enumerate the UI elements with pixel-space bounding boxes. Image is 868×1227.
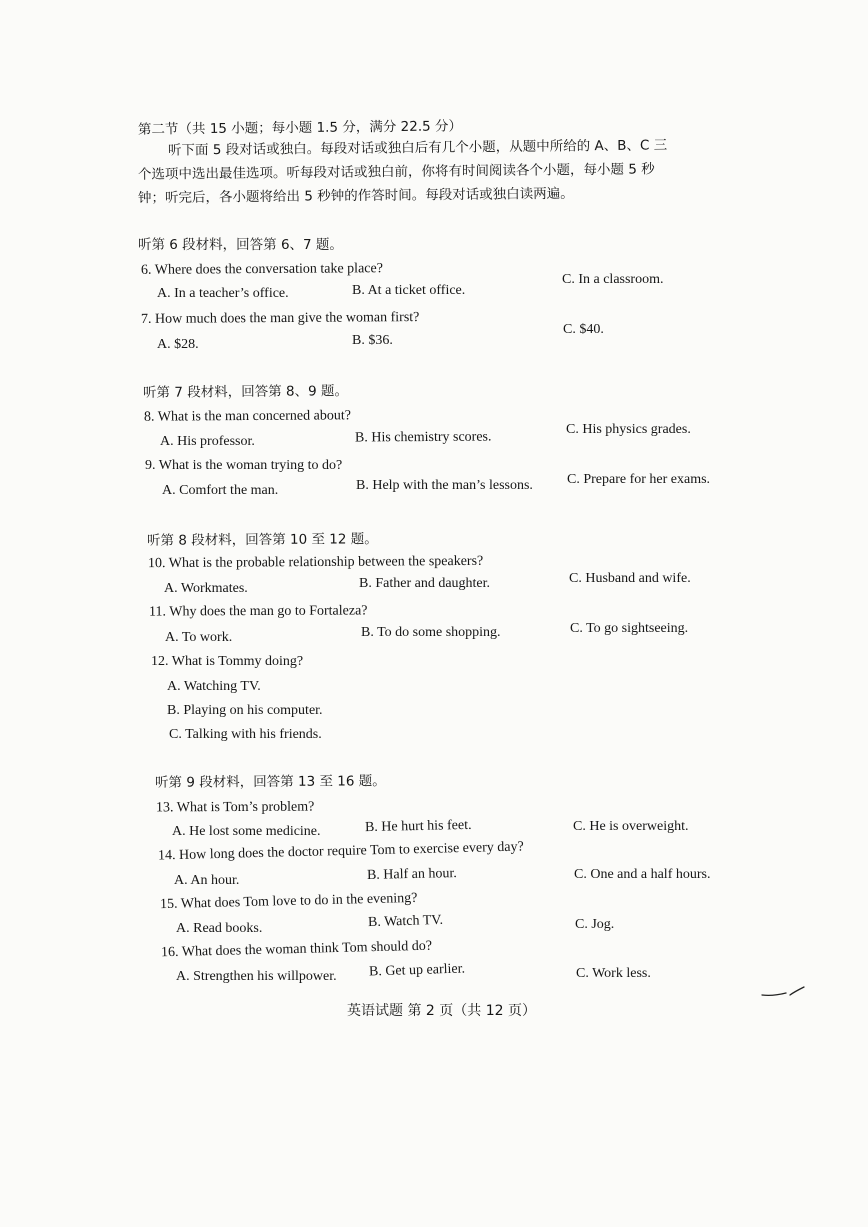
option-a: A. $28. [157, 337, 199, 352]
option-b: B. Playing on his computer. [167, 703, 323, 718]
question-stem: 8. What is the man concerned about? [143, 408, 351, 425]
option-c: C. $40. [563, 322, 604, 337]
group-intro: 听第 9 段材料，回答第 13 至 16 题。 [154, 773, 386, 791]
question-stem: 15. What does Tom love to do in the evening? [159, 890, 418, 913]
question-stem: 12. What is Tommy doing? [151, 654, 304, 669]
option-b: B. Half an hour. [366, 866, 457, 883]
option-a: A. Comfort the man. [162, 483, 279, 498]
option-c: C. One and a half hours. [574, 867, 711, 882]
option-c: C. In a classroom. [562, 272, 664, 287]
option-a: A. Workmates. [164, 581, 248, 596]
option-a: A. An hour. [174, 873, 240, 888]
option-b: B. He hurt his feet. [364, 817, 472, 836]
group-intro: 听第 8 段材料，回答第 10 至 12 题。 [146, 531, 378, 549]
option-c: C. Husband and wife. [569, 571, 691, 586]
option-a: A. His professor. [160, 434, 255, 449]
question-stem: 6. Where does the conversation take place? [140, 261, 383, 278]
question-stem: 9. What is the woman trying to do? [145, 458, 343, 473]
group-intro: 听第 6 段材料，回答第 6、7 题。 [138, 237, 343, 253]
question-stem: 7. How much does the man give the woman first? [140, 310, 420, 327]
question-stem: 13. What is Tom’s problem? [155, 799, 315, 816]
option-b: B. Father and daughter. [359, 576, 491, 591]
option-a: A. In a teacher’s office. [157, 286, 289, 301]
instruction-line-3: 钟；听完后，各小题将给出 5 秒钟的作答时间。每段对话或独白读两遍。 [137, 185, 574, 207]
option-a: A. Strengthen his willpower. [176, 969, 337, 984]
question-stem: 16. What does the woman think Tom should do? [160, 938, 433, 961]
instruction-line-1: 听下面 5 段对话或独白。每段对话或独白后有几个小题，从题中所给的 A、B、C 三 [167, 137, 668, 159]
option-b: B. Help with the man’s lessons. [356, 478, 533, 493]
option-c: C. Work less. [576, 966, 651, 981]
question-stem: 14. How long does the doctor require Tom to exercise every day? [157, 839, 524, 864]
option-c: C. His physics grades. [566, 422, 691, 437]
option-b: B. $36. [352, 333, 393, 348]
option-b: B. His chemistry scores. [354, 429, 492, 446]
option-a: A. Watching TV. [167, 679, 261, 694]
option-a: A. To work. [165, 630, 233, 645]
option-c: C. Talking with his friends. [169, 727, 322, 742]
option-a: A. Read books. [176, 921, 263, 936]
option-c: C. To go sightseeing. [570, 621, 689, 636]
question-stem: 11. Why does the man go to Fortaleza? [148, 603, 368, 620]
option-b: B. At a ticket office. [352, 283, 466, 298]
option-c: C. He is overweight. [573, 819, 689, 834]
option-c: C. Prepare for her exams. [567, 472, 711, 487]
question-stem: 10. What is the probable relationship between the speakers? [147, 553, 484, 572]
option-b: B. To do some shopping. [361, 625, 501, 640]
section-heading: 第二节（共 15 小题；每小题 1.5 分，满分 22.5 分） [137, 118, 463, 138]
page-footer: 英语试题 第 2 页（共 12 页） [347, 1003, 536, 1019]
option-c: C. Jog. [575, 917, 615, 932]
option-b: B. Get up earlier. [368, 961, 466, 980]
instruction-line-2: 个选项中选出最佳选项。听每段对话或独白前，你将有时间阅读各个小题，每小题 5 秒 [137, 161, 655, 183]
group-intro: 听第 7 段材料，回答第 8、9 题。 [142, 383, 349, 401]
option-a: A. He lost some medicine. [172, 824, 321, 839]
option-b: B. Watch TV. [367, 912, 444, 931]
pen-mark-icon [760, 984, 808, 1000]
